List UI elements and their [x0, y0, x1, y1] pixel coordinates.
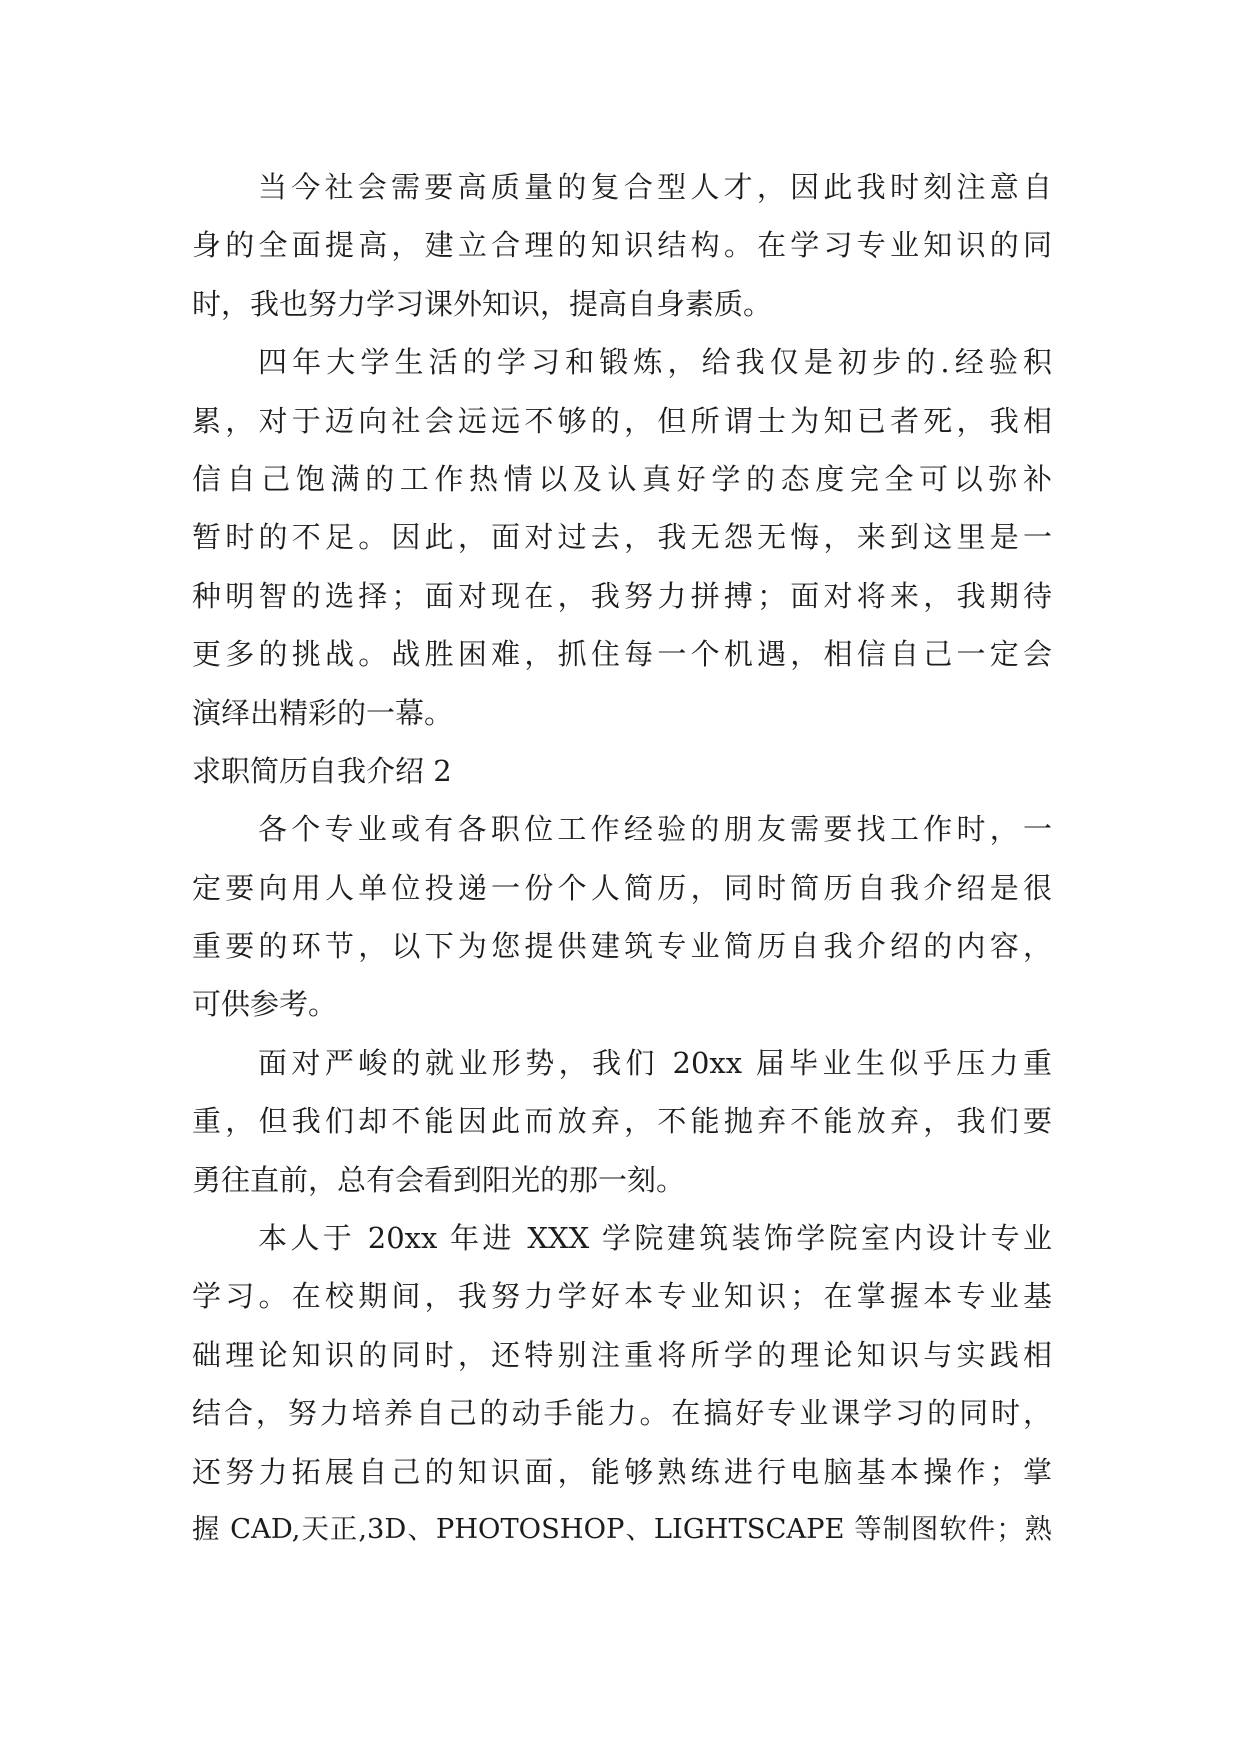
- section-heading: 求职简历自我介绍 2: [192, 753, 452, 788]
- paragraph-line: 累，对于迈向社会远远不够的，但所谓士为知已者死，我相: [192, 403, 1052, 438]
- paragraph-line: 时，我也努力学习课外知识，提高自身素质。: [192, 286, 773, 321]
- paragraph-line: 可供参考。: [192, 987, 338, 1022]
- paragraph-line: 础理论知识的同时，还特别注重将所学的理论知识与实践相: [192, 1337, 1052, 1372]
- document-body: [192, 158, 1052, 1559]
- paragraph-line: 各个专业或有各职位工作经验的朋友需要找工作时，一: [258, 812, 1052, 847]
- paragraph-line: 握 CAD,天正,3D、PHOTOSHOP、LIGHTSCAPE 等制图软件；熟: [192, 1513, 1052, 1545]
- paragraph-line: 本人于 20xx 年进 XXX 学院建筑装饰学院室内设计专业: [258, 1221, 1052, 1256]
- paragraph-line: 暂时的不足。因此，面对过去，我无怨无悔，来到这里是一: [192, 520, 1052, 555]
- paragraph-line: 信自己饱满的工作热情以及认真好学的态度完全可以弥补: [192, 461, 1052, 496]
- paragraph-line: 还努力拓展自己的知识面，能够熟练进行电脑基本操作；掌: [192, 1454, 1052, 1489]
- paragraph-line: 学习。在校期间，我努力学好本专业知识；在掌握本专业基: [192, 1279, 1052, 1314]
- paragraph-line: 结合，努力培养自己的动手能力。在搞好专业课学习的同时，: [192, 1396, 1052, 1431]
- paragraph-line: 当今社会需要高质量的复合型人才，因此我时刻注意自: [258, 170, 1052, 204]
- paragraph-line: 定要向用人单位投递一份个人简历，同时简历自我介绍是很: [192, 870, 1052, 905]
- paragraph-line: 身的全面提高，建立合理的知识结构。在学习专业知识的同: [192, 228, 1052, 263]
- paragraph-line: 重要的环节，以下为您提供建筑专业简历自我介绍的内容，: [192, 929, 1052, 964]
- paragraph-line: 面对严峻的就业形势，我们 20xx 届毕业生似乎压力重: [258, 1045, 1052, 1080]
- paragraph-line: 重，但我们却不能因此而放弃，不能抛弃不能放弃，我们要: [192, 1104, 1052, 1139]
- paragraph-line: 勇往直前，总有会看到阳光的那一刻。: [192, 1162, 686, 1197]
- paragraph-line: 种明智的选择；面对现在，我努力拼搏；面对将来，我期待: [192, 578, 1052, 613]
- paragraph-line: 更多的挑战。战胜困难，抓住每一个机遇，相信自己一定会: [192, 637, 1052, 672]
- paragraph-line: 四年大学生活的学习和锻炼，给我仅是初步的.经验积: [258, 345, 1052, 380]
- paragraph-line: 演绎出精彩的一幕。: [192, 695, 454, 730]
